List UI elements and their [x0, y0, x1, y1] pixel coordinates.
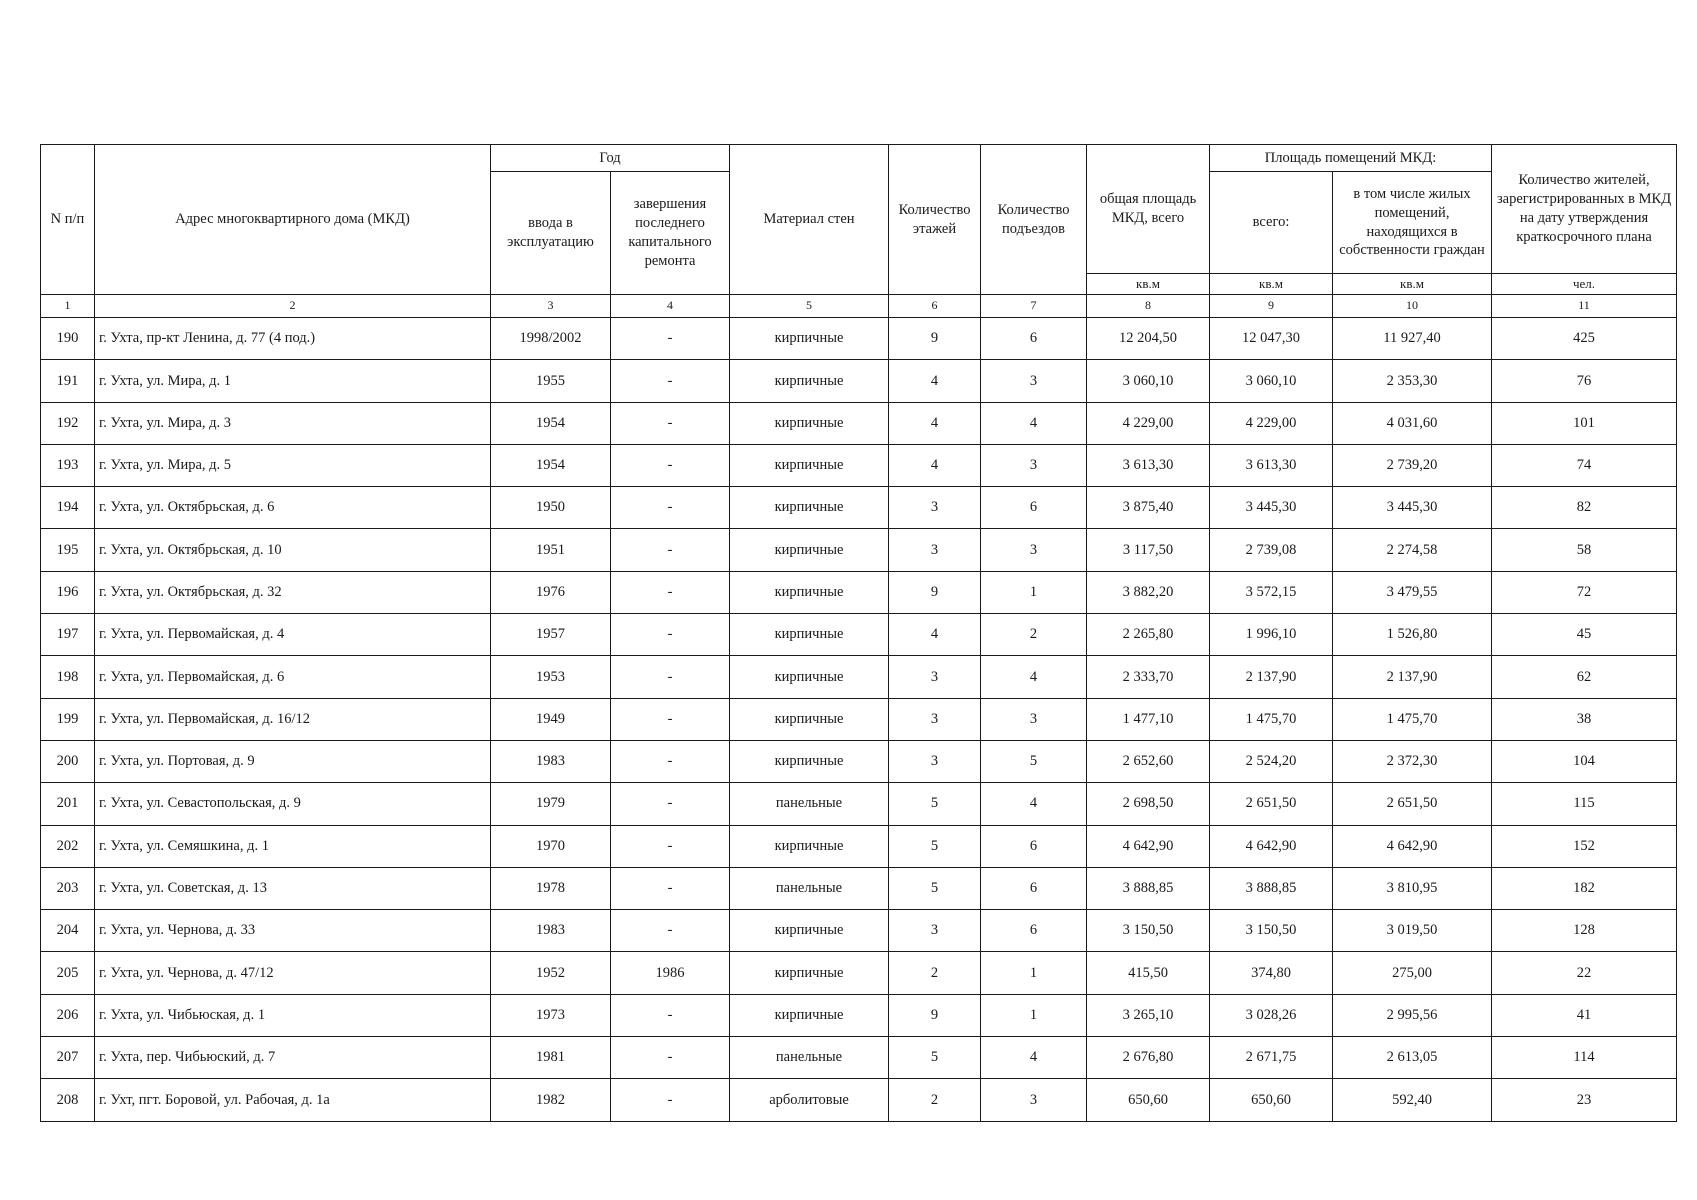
cell-n: 199	[41, 698, 95, 740]
cell-year-repair: -	[611, 825, 730, 867]
cell-residents: 425	[1492, 318, 1677, 360]
cell-floors: 3	[889, 487, 981, 529]
cell-wall-material: кирпичные	[730, 825, 889, 867]
cell-residents: 72	[1492, 571, 1677, 613]
cell-year-repair: -	[611, 444, 730, 486]
cell-residents: 114	[1492, 1037, 1677, 1079]
cell-wall-material: панельные	[730, 867, 889, 909]
table-row	[41, 825, 1677, 867]
cell-year-commission: 1976	[491, 571, 611, 613]
cell-year-repair: -	[611, 529, 730, 571]
cell-entrances: 3	[981, 698, 1087, 740]
cell-n: 198	[41, 656, 95, 698]
cell-total-area: 2 698,50	[1087, 783, 1210, 825]
cell-address: г. Ухта, ул. Чернова, д. 33	[95, 910, 491, 952]
cell-residents: 45	[1492, 614, 1677, 656]
cell-residents: 22	[1492, 952, 1677, 994]
header-residents: Количество жителей, зарегистрированных в МКД на дату утверждения краткосрочного плана	[1492, 145, 1677, 274]
cell-floors: 3	[889, 740, 981, 782]
cell-floors: 3	[889, 698, 981, 740]
table-row	[41, 867, 1677, 909]
cell-total-area: 3 613,30	[1087, 444, 1210, 486]
cell-n: 193	[41, 444, 95, 486]
column-number-row	[41, 295, 1677, 318]
cell-entrances: 1	[981, 994, 1087, 1036]
cell-year-commission: 1951	[491, 529, 611, 571]
cell-total-area: 3 117,50	[1087, 529, 1210, 571]
cell-address: г. Ухта, ул. Октябрьская, д. 32	[95, 571, 491, 613]
cell-year-commission: 1957	[491, 614, 611, 656]
cell-premises-total: 3 060,10	[1210, 360, 1333, 402]
cell-total-area: 4 642,90	[1087, 825, 1210, 867]
cell-year-repair: -	[611, 360, 730, 402]
cell-residents: 41	[1492, 994, 1677, 1036]
cell-n: 196	[41, 571, 95, 613]
cell-year-repair: -	[611, 867, 730, 909]
cell-year-repair: -	[611, 1079, 730, 1121]
cell-total-area: 3 882,20	[1087, 571, 1210, 613]
cell-entrances: 6	[981, 487, 1087, 529]
cell-residents: 74	[1492, 444, 1677, 486]
cell-year-repair: -	[611, 1037, 730, 1079]
cell-floors: 4	[889, 360, 981, 402]
cell-floors: 4	[889, 402, 981, 444]
cell-wall-material: кирпичные	[730, 318, 889, 360]
cell-wall-material: кирпичные	[730, 571, 889, 613]
cell-premises-total: 2 137,90	[1210, 656, 1333, 698]
cell-wall-material: панельные	[730, 783, 889, 825]
cell-residents: 104	[1492, 740, 1677, 782]
apartment-buildings-table	[40, 144, 1677, 1122]
cell-entrances: 5	[981, 740, 1087, 782]
cell-n: 208	[41, 1079, 95, 1121]
cell-premises-total: 3 028,26	[1210, 994, 1333, 1036]
cell-year-commission: 1950	[491, 487, 611, 529]
cell-entrances: 3	[981, 360, 1087, 402]
table-row	[41, 656, 1677, 698]
column-number: 1	[41, 295, 95, 318]
cell-n: 194	[41, 487, 95, 529]
table-row	[41, 1037, 1677, 1079]
cell-address: г. Ухта, ул. Октябрьская, д. 10	[95, 529, 491, 571]
cell-n: 202	[41, 825, 95, 867]
cell-residential-private: 1 526,80	[1333, 614, 1492, 656]
header-year-commission: ввода в эксплуатацию	[491, 172, 611, 295]
header-n: N п/п	[41, 145, 95, 295]
column-number: 5	[730, 295, 889, 318]
table-row	[41, 571, 1677, 613]
header-premises-group: Площадь помещений МКД:	[1210, 145, 1492, 172]
cell-entrances: 6	[981, 867, 1087, 909]
cell-n: 204	[41, 910, 95, 952]
cell-address: г. Ухта, пр-кт Ленина, д. 77 (4 под.)	[95, 318, 491, 360]
cell-year-repair: -	[611, 698, 730, 740]
cell-address: г. Ухта, ул. Мира, д. 3	[95, 402, 491, 444]
header-premises-total: всего:	[1210, 172, 1333, 274]
cell-year-repair: -	[611, 910, 730, 952]
header-wall-material: Материал стен	[730, 145, 889, 295]
cell-residential-private: 592,40	[1333, 1079, 1492, 1121]
cell-premises-total: 4 229,00	[1210, 402, 1333, 444]
cell-total-area: 2 333,70	[1087, 656, 1210, 698]
cell-year-repair: 1986	[611, 952, 730, 994]
cell-floors: 5	[889, 783, 981, 825]
cell-floors: 4	[889, 614, 981, 656]
cell-year-commission: 1954	[491, 402, 611, 444]
cell-entrances: 6	[981, 910, 1087, 952]
cell-premises-total: 1 996,10	[1210, 614, 1333, 656]
unit-total-area: кв.м	[1087, 274, 1210, 295]
cell-wall-material: кирпичные	[730, 614, 889, 656]
cell-floors: 3	[889, 910, 981, 952]
cell-n: 205	[41, 952, 95, 994]
cell-residential-private: 3 479,55	[1333, 571, 1492, 613]
cell-residential-private: 11 927,40	[1333, 318, 1492, 360]
column-number: 9	[1210, 295, 1333, 318]
table-row	[41, 952, 1677, 994]
header-floors: Количество этажей	[889, 145, 981, 295]
cell-year-repair: -	[611, 571, 730, 613]
cell-entrances: 4	[981, 656, 1087, 698]
table-row	[41, 402, 1677, 444]
cell-n: 203	[41, 867, 95, 909]
cell-wall-material: кирпичные	[730, 952, 889, 994]
cell-total-area: 3 060,10	[1087, 360, 1210, 402]
table-row	[41, 783, 1677, 825]
cell-residents: 82	[1492, 487, 1677, 529]
cell-premises-total: 3 888,85	[1210, 867, 1333, 909]
cell-year-repair: -	[611, 656, 730, 698]
cell-total-area: 1 477,10	[1087, 698, 1210, 740]
cell-address: г. Ухта, ул. Севастопольская, д. 9	[95, 783, 491, 825]
cell-total-area: 650,60	[1087, 1079, 1210, 1121]
cell-entrances: 1	[981, 571, 1087, 613]
cell-floors: 5	[889, 1037, 981, 1079]
cell-residents: 101	[1492, 402, 1677, 444]
column-number: 3	[491, 295, 611, 318]
cell-residents: 58	[1492, 529, 1677, 571]
cell-floors: 9	[889, 994, 981, 1036]
cell-floors: 9	[889, 571, 981, 613]
cell-year-commission: 1983	[491, 910, 611, 952]
cell-year-commission: 1970	[491, 825, 611, 867]
table-row	[41, 318, 1677, 360]
cell-floors: 2	[889, 1079, 981, 1121]
column-number: 4	[611, 295, 730, 318]
cell-year-repair: -	[611, 614, 730, 656]
cell-total-area: 4 229,00	[1087, 402, 1210, 444]
cell-floors: 2	[889, 952, 981, 994]
cell-premises-total: 2 739,08	[1210, 529, 1333, 571]
cell-wall-material: панельные	[730, 1037, 889, 1079]
cell-floors: 3	[889, 656, 981, 698]
cell-year-commission: 1998/2002	[491, 318, 611, 360]
cell-year-repair: -	[611, 740, 730, 782]
cell-residential-private: 1 475,70	[1333, 698, 1492, 740]
cell-residential-private: 2 274,58	[1333, 529, 1492, 571]
cell-residential-private: 3 019,50	[1333, 910, 1492, 952]
header-total-area: общая площадь МКД, всего	[1087, 145, 1210, 274]
cell-n: 192	[41, 402, 95, 444]
cell-residential-private: 2 613,05	[1333, 1037, 1492, 1079]
cell-floors: 4	[889, 444, 981, 486]
cell-year-commission: 1982	[491, 1079, 611, 1121]
cell-address: г. Ухта, ул. Октябрьская, д. 6	[95, 487, 491, 529]
cell-floors: 9	[889, 318, 981, 360]
cell-address: г. Ухта, ул. Советская, д. 13	[95, 867, 491, 909]
cell-year-commission: 1983	[491, 740, 611, 782]
header-address: Адрес многоквартирного дома (МКД)	[95, 145, 491, 295]
cell-wall-material: кирпичные	[730, 402, 889, 444]
table-row	[41, 698, 1677, 740]
cell-entrances: 3	[981, 444, 1087, 486]
cell-residents: 115	[1492, 783, 1677, 825]
header-entrances: Количество подъездов	[981, 145, 1087, 295]
cell-year-commission: 1953	[491, 656, 611, 698]
cell-floors: 3	[889, 529, 981, 571]
table-row	[41, 614, 1677, 656]
cell-total-area: 3 150,50	[1087, 910, 1210, 952]
unit-residential-private: кв.м	[1333, 274, 1492, 295]
cell-address: г. Ухта, пер. Чибьюский, д. 7	[95, 1037, 491, 1079]
cell-total-area: 2 265,80	[1087, 614, 1210, 656]
cell-year-repair: -	[611, 994, 730, 1036]
cell-wall-material: кирпичные	[730, 444, 889, 486]
cell-residents: 128	[1492, 910, 1677, 952]
table-row	[41, 360, 1677, 402]
cell-residential-private: 2 353,30	[1333, 360, 1492, 402]
table-row	[41, 444, 1677, 486]
cell-residential-private: 275,00	[1333, 952, 1492, 994]
cell-total-area: 12 204,50	[1087, 318, 1210, 360]
cell-address: г. Ухта, ул. Первомайская, д. 16/12	[95, 698, 491, 740]
cell-wall-material: кирпичные	[730, 698, 889, 740]
cell-total-area: 3 875,40	[1087, 487, 1210, 529]
cell-year-repair: -	[611, 318, 730, 360]
cell-address: г. Ухта, ул. Первомайская, д. 6	[95, 656, 491, 698]
cell-residents: 62	[1492, 656, 1677, 698]
cell-premises-total: 4 642,90	[1210, 825, 1333, 867]
cell-entrances: 6	[981, 825, 1087, 867]
cell-residents: 76	[1492, 360, 1677, 402]
cell-wall-material: кирпичные	[730, 656, 889, 698]
cell-entrances: 1	[981, 952, 1087, 994]
table-row	[41, 994, 1677, 1036]
cell-address: г. Ухт, пгт. Боровой, ул. Рабочая, д. 1а	[95, 1079, 491, 1121]
cell-wall-material: арболитовые	[730, 1079, 889, 1121]
table-body	[41, 318, 1677, 1122]
cell-wall-material: кирпичные	[730, 360, 889, 402]
cell-year-commission: 1954	[491, 444, 611, 486]
cell-year-repair: -	[611, 487, 730, 529]
column-number: 7	[981, 295, 1087, 318]
cell-residential-private: 2 739,20	[1333, 444, 1492, 486]
cell-address: г. Ухта, ул. Мира, д. 1	[95, 360, 491, 402]
cell-wall-material: кирпичные	[730, 487, 889, 529]
table-row	[41, 529, 1677, 571]
cell-wall-material: кирпичные	[730, 994, 889, 1036]
cell-n: 191	[41, 360, 95, 402]
column-number: 6	[889, 295, 981, 318]
cell-year-repair: -	[611, 783, 730, 825]
cell-entrances: 6	[981, 318, 1087, 360]
cell-n: 195	[41, 529, 95, 571]
unit-premises-total: кв.м	[1210, 274, 1333, 295]
cell-premises-total: 3 613,30	[1210, 444, 1333, 486]
table-row	[41, 910, 1677, 952]
cell-entrances: 2	[981, 614, 1087, 656]
cell-premises-total: 374,80	[1210, 952, 1333, 994]
cell-year-commission: 1952	[491, 952, 611, 994]
cell-total-area: 2 652,60	[1087, 740, 1210, 782]
cell-year-commission: 1978	[491, 867, 611, 909]
cell-entrances: 4	[981, 402, 1087, 444]
cell-address: г. Ухта, ул. Семяшкина, д. 1	[95, 825, 491, 867]
cell-residential-private: 3 810,95	[1333, 867, 1492, 909]
cell-n: 201	[41, 783, 95, 825]
cell-residential-private: 4 642,90	[1333, 825, 1492, 867]
cell-n: 207	[41, 1037, 95, 1079]
cell-n: 200	[41, 740, 95, 782]
table-row	[41, 740, 1677, 782]
column-number: 11	[1492, 295, 1677, 318]
cell-total-area: 415,50	[1087, 952, 1210, 994]
cell-address: г. Ухта, ул. Первомайская, д. 4	[95, 614, 491, 656]
header-residential-private: в том числе жилых помещений, находящихся в собственности граждан	[1333, 172, 1492, 274]
cell-year-commission: 1949	[491, 698, 611, 740]
cell-total-area: 2 676,80	[1087, 1037, 1210, 1079]
cell-floors: 5	[889, 867, 981, 909]
cell-n: 206	[41, 994, 95, 1036]
cell-entrances: 4	[981, 783, 1087, 825]
cell-residential-private: 4 031,60	[1333, 402, 1492, 444]
cell-total-area: 3 888,85	[1087, 867, 1210, 909]
table-row	[41, 487, 1677, 529]
cell-premises-total: 12 047,30	[1210, 318, 1333, 360]
column-number: 8	[1087, 295, 1210, 318]
cell-entrances: 4	[981, 1037, 1087, 1079]
cell-residents: 23	[1492, 1079, 1677, 1121]
cell-address: г. Ухта, ул. Чернова, д. 47/12	[95, 952, 491, 994]
cell-premises-total: 3 572,15	[1210, 571, 1333, 613]
cell-n: 197	[41, 614, 95, 656]
column-number: 2	[95, 295, 491, 318]
cell-premises-total: 650,60	[1210, 1079, 1333, 1121]
cell-residential-private: 2 372,30	[1333, 740, 1492, 782]
cell-residential-private: 2 137,90	[1333, 656, 1492, 698]
cell-address: г. Ухта, ул. Портовая, д. 9	[95, 740, 491, 782]
cell-year-commission: 1973	[491, 994, 611, 1036]
cell-n: 190	[41, 318, 95, 360]
cell-year-commission: 1981	[491, 1037, 611, 1079]
cell-address: г. Ухта, ул. Чибьюская, д. 1	[95, 994, 491, 1036]
cell-entrances: 3	[981, 1079, 1087, 1121]
cell-premises-total: 2 671,75	[1210, 1037, 1333, 1079]
table-header	[41, 145, 1677, 318]
cell-premises-total: 3 445,30	[1210, 487, 1333, 529]
cell-wall-material: кирпичные	[730, 529, 889, 571]
cell-premises-total: 1 475,70	[1210, 698, 1333, 740]
header-year-repair: завершения последнего капитального ремонта	[611, 172, 730, 295]
cell-residential-private: 2 651,50	[1333, 783, 1492, 825]
cell-residents: 182	[1492, 867, 1677, 909]
cell-year-repair: -	[611, 402, 730, 444]
cell-premises-total: 3 150,50	[1210, 910, 1333, 952]
table-row	[41, 1079, 1677, 1121]
cell-premises-total: 2 524,20	[1210, 740, 1333, 782]
cell-floors: 5	[889, 825, 981, 867]
cell-residents: 152	[1492, 825, 1677, 867]
unit-residents: чел.	[1492, 274, 1677, 295]
header-year-group: Год	[491, 145, 730, 172]
cell-premises-total: 2 651,50	[1210, 783, 1333, 825]
cell-wall-material: кирпичные	[730, 740, 889, 782]
cell-total-area: 3 265,10	[1087, 994, 1210, 1036]
cell-residential-private: 2 995,56	[1333, 994, 1492, 1036]
cell-year-commission: 1979	[491, 783, 611, 825]
cell-residents: 38	[1492, 698, 1677, 740]
cell-residential-private: 3 445,30	[1333, 487, 1492, 529]
column-number: 10	[1333, 295, 1492, 318]
cell-year-commission: 1955	[491, 360, 611, 402]
cell-entrances: 3	[981, 529, 1087, 571]
cell-address: г. Ухта, ул. Мира, д. 5	[95, 444, 491, 486]
cell-wall-material: кирпичные	[730, 910, 889, 952]
